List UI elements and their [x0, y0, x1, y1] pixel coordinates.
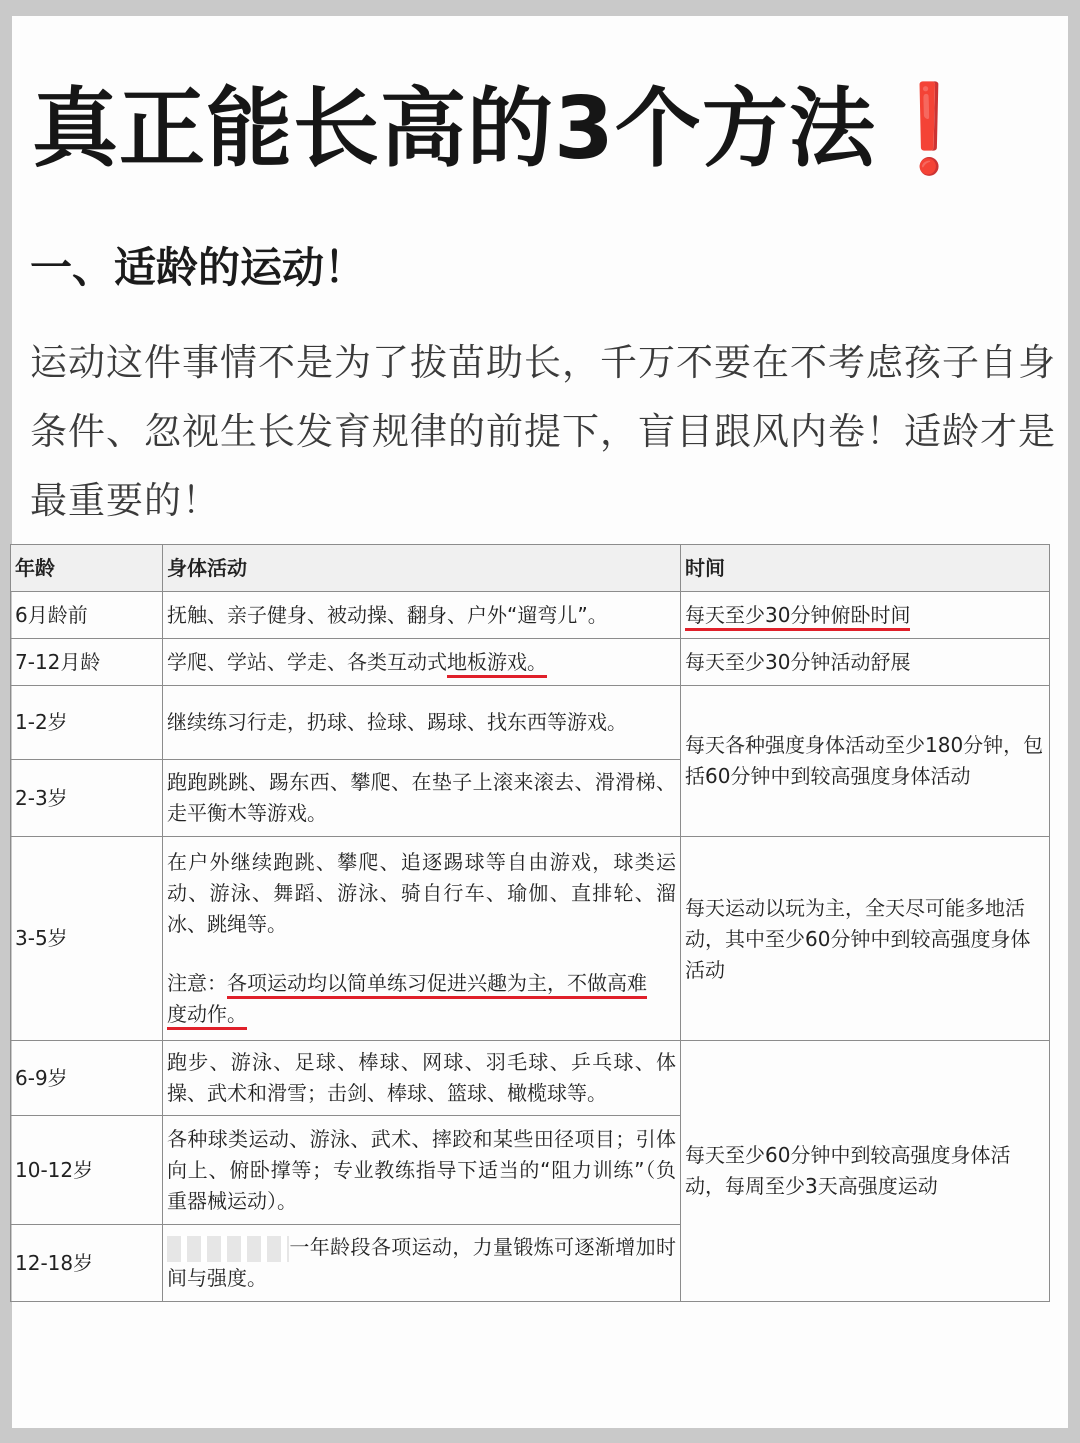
activity-cell: 跑跑跳跳、踢东西、攀爬、在垫子上滚来滚去、滑滑梯、走平衡木等游戏。 — [163, 760, 681, 837]
age-cell: 10-12岁 — [11, 1116, 163, 1225]
time-cell: 每天运动以玩为主，全天尽可能多地活动，其中至少60分钟中到较高强度身体活动 — [681, 837, 1050, 1041]
age-cell: 6-9岁 — [11, 1041, 163, 1116]
exercise-table — [10, 544, 1050, 1302]
table-header-row — [11, 545, 1050, 592]
note-label: 注意： — [167, 971, 227, 995]
activity-cell — [163, 639, 681, 686]
page-title — [32, 74, 984, 184]
age-cell: 1-2岁 — [11, 686, 163, 760]
age-cell: 2-3岁 — [11, 760, 163, 837]
activity-cell: 跑步、游泳、足球、棒球、网球、羽毛球、乒乓球、体操、武术和滑雪；击剑、棒球、篮球、橄榄球等。 — [163, 1041, 681, 1116]
age-cell: 12-18岁 — [11, 1225, 163, 1302]
age-cell: 3-5岁 — [11, 837, 163, 1041]
age-cell: 7-12月龄 — [11, 639, 163, 686]
header-activity: 身体活动 — [163, 545, 681, 592]
table-row — [11, 592, 1050, 639]
section-heading: 一、适龄的运动！ — [30, 243, 367, 292]
time-cell-merged: 每天各种强度身体活动至少180分钟，包括60分钟中到较高强度身体活动 — [681, 686, 1050, 837]
activity-cell: 各种球类运动、游泳、武术、摔跤和某些田径项目；引体向上、俯卧撑等；专业教练指导下适当的“阻力训练”（负重器械运动）。 — [163, 1116, 681, 1225]
table-row — [11, 639, 1050, 686]
spacer — [167, 940, 676, 968]
activity-cell — [163, 1225, 681, 1302]
table-row — [11, 1041, 1050, 1116]
underlined-text: 地板游戏。 — [447, 650, 547, 678]
underlined-text: 各项运动均以简单练习促进兴趣为主，不做高难 — [227, 971, 647, 999]
time-cell-merged: 每天至少60分钟中到较高强度身体活动，每周至少3天高强度运动 — [681, 1041, 1050, 1302]
underlined-text: 每天至少30分钟俯卧时间 — [685, 603, 910, 631]
title-text: 真正能长高的3个方法 — [32, 79, 876, 179]
intro-paragraph: 运动这件事情不是为了拔苗助长，千万不要在不考虑孩子自身条件、忽视生长发育规律的前提下，盲目跟风内卷！适龄才是最重要的！ — [30, 341, 1056, 522]
underlined-text: 度动作。 — [167, 1002, 247, 1030]
header-age: 年龄 — [11, 545, 163, 592]
activity-text: 学爬、学站、学走、各类互动式 — [167, 649, 447, 674]
table-row — [11, 686, 1050, 760]
activity-cell — [163, 837, 681, 1041]
activity-text: 一年龄段各项运动，力量锻炼可逐渐增加时间与强度。 — [167, 1235, 676, 1290]
obscured-text — [167, 1236, 289, 1262]
activity-cell: 抚触、亲子健身、被动操、翻身、户外“遛弯儿”。 — [163, 592, 681, 639]
time-cell — [681, 592, 1050, 639]
activity-text: 在户外继续跑跳、攀爬、追逐踢球等自由游戏，球类运动、游泳、舞蹈、游泳、骑自行车、瑜伽、直排轮、溜冰、跳绳等。 — [167, 850, 676, 936]
exclamation-icon: ❗ — [875, 79, 984, 179]
time-cell: 每天至少30分钟活动舒展 — [681, 639, 1050, 686]
table-row — [11, 837, 1050, 1041]
header-time: 时间 — [681, 545, 1050, 592]
note — [167, 968, 676, 1030]
activity-cell: 继续练习行走，扔球、捡球、踢球、找东西等游戏。 — [163, 686, 681, 760]
age-cell: 6月龄前 — [11, 592, 163, 639]
